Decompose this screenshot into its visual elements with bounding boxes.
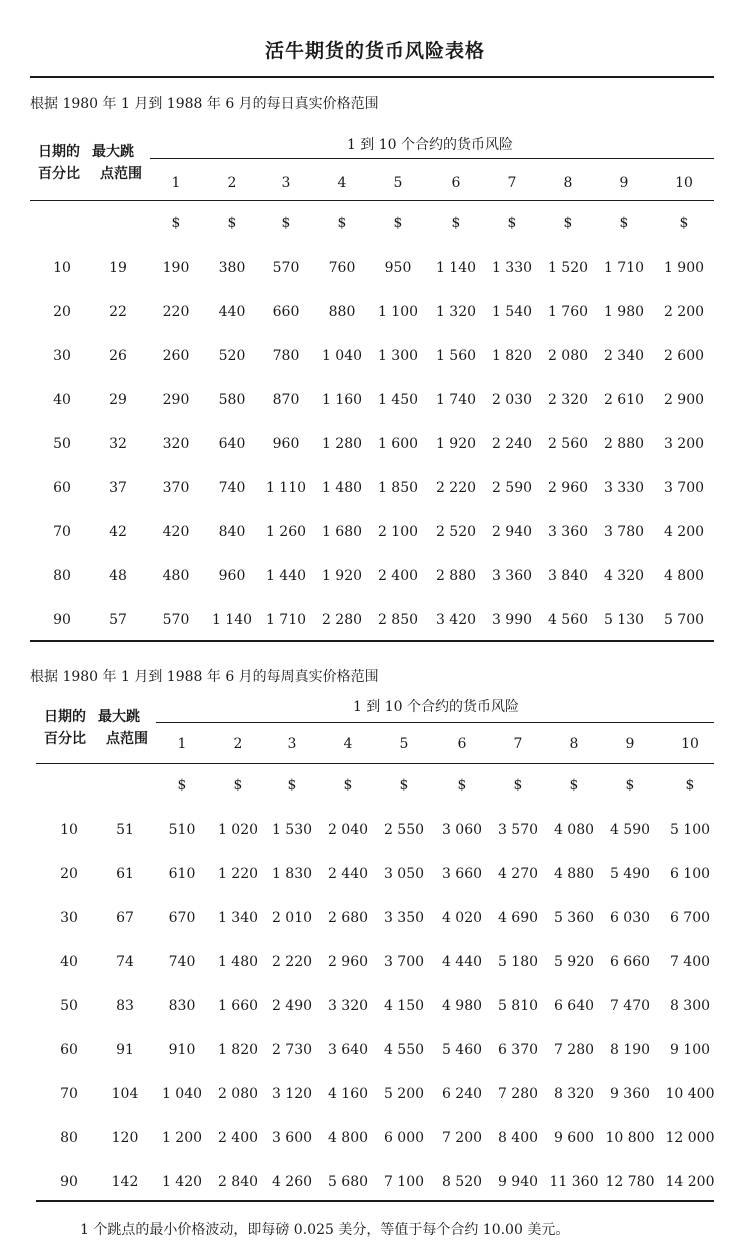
currency-symbol: $ (625, 777, 635, 793)
risk-value-cell: 3 420 (435, 612, 477, 628)
pct-cell: 40 (60, 954, 78, 970)
risk-value-cell: 6 660 (609, 954, 651, 970)
header-max-ticks-line1: 最大跳 (92, 144, 134, 160)
risk-value-cell: 3 330 (603, 480, 645, 496)
risk-value-cell: 1 110 (265, 480, 307, 496)
pct-cell: 10 (60, 822, 78, 838)
pct-cell: 50 (53, 436, 71, 452)
risk-value-cell: 4 270 (497, 866, 539, 882)
risk-value-cell: 3 320 (327, 998, 369, 1014)
pct-cell: 50 (60, 998, 78, 1014)
risk-value-cell: 1 420 (161, 1174, 203, 1190)
risk-value-cell: 1 820 (217, 1042, 259, 1058)
risk-value-cell: 8 400 (497, 1130, 539, 1146)
contract-number-header: 3 (281, 175, 291, 191)
risk-value-cell: 4 320 (603, 568, 645, 584)
risk-value-cell: 1 140 (211, 612, 253, 628)
currency-symbol: $ (171, 215, 181, 231)
contract-number-header: 8 (563, 175, 573, 191)
risk-value-cell: 960 (218, 568, 246, 584)
risk-value-cell: 580 (218, 392, 246, 408)
risk-value-cell: 1 660 (217, 998, 259, 1014)
risk-value-cell: 2 490 (271, 998, 313, 1014)
risk-value-cell: 3 840 (547, 568, 589, 584)
currency-symbol: $ (287, 777, 297, 793)
risk-value-cell: 2 100 (377, 524, 419, 540)
contract-number-header: 10 (681, 736, 699, 752)
risk-value-cell: 7 100 (383, 1174, 425, 1190)
risk-value-cell: 3 700 (663, 480, 705, 496)
risk-value-cell: 260 (162, 348, 190, 364)
pct-cell: 60 (60, 1042, 78, 1058)
risk-value-cell: 12 780 (605, 1174, 655, 1190)
contract-number-header: 1 (177, 736, 187, 752)
contract-number-header: 9 (625, 736, 635, 752)
currency-symbol: $ (679, 215, 689, 231)
header-rule (36, 763, 714, 764)
risk-value-cell: 9 600 (553, 1130, 595, 1146)
risk-value-cell: 4 800 (327, 1130, 369, 1146)
risk-value-cell: 960 (272, 436, 300, 452)
risk-value-cell: 1 540 (491, 304, 533, 320)
risk-value-cell: 380 (218, 260, 246, 276)
risk-value-cell: 5 680 (327, 1174, 369, 1190)
risk-value-cell: 370 (162, 480, 190, 496)
risk-value-cell: 1 480 (321, 480, 363, 496)
risk-value-cell: 2 880 (435, 568, 477, 584)
risk-value-cell: 910 (168, 1042, 196, 1058)
risk-value-cell: 1 200 (161, 1130, 203, 1146)
risk-value-cell: 1 040 (321, 348, 363, 364)
risk-value-cell: 2 080 (217, 1086, 259, 1102)
currency-symbol: $ (513, 777, 523, 793)
risk-value-cell: 510 (168, 822, 196, 838)
currency-symbol: $ (393, 215, 403, 231)
contract-number-header: 10 (675, 175, 693, 191)
risk-value-cell: 2 560 (547, 436, 589, 452)
risk-value-cell: 950 (384, 260, 412, 276)
risk-value-cell: 3 640 (327, 1042, 369, 1058)
risk-value-cell: 2 440 (327, 866, 369, 882)
contract-number-header: 5 (393, 175, 403, 191)
currency-symbol: $ (569, 777, 579, 793)
risk-value-cell: 4 800 (663, 568, 705, 584)
risk-value-cell: 1 220 (217, 866, 259, 882)
risk-value-cell: 2 680 (327, 910, 369, 926)
contract-number-header: 6 (451, 175, 461, 191)
risk-value-cell: 7 470 (609, 998, 651, 1014)
table-subtitle: 根据 1980 年 1 月到 1988 年 6 月的每日真实价格范围 (30, 96, 379, 112)
risk-value-cell: 5 920 (553, 954, 595, 970)
risk-value-cell: 1 680 (321, 524, 363, 540)
risk-value-cell: 440 (218, 304, 246, 320)
risk-value-cell: 4 880 (553, 866, 595, 882)
risk-value-cell: 8 320 (553, 1086, 595, 1102)
risk-value-cell: 640 (218, 436, 246, 452)
risk-value-cell: 2 030 (491, 392, 533, 408)
risk-value-cell: 1 530 (271, 822, 313, 838)
group-underline (156, 722, 714, 723)
risk-value-cell: 1 520 (547, 260, 589, 276)
risk-value-cell: 2 960 (327, 954, 369, 970)
risk-value-cell: 5 460 (441, 1042, 483, 1058)
risk-value-cell: 2 600 (663, 348, 705, 364)
risk-value-cell: 780 (272, 348, 300, 364)
max-ticks-cell: 74 (116, 954, 134, 970)
risk-value-cell: 1 820 (491, 348, 533, 364)
header-date-pct-line1: 日期的 (44, 709, 86, 725)
risk-value-cell: 1 480 (217, 954, 259, 970)
risk-value-cell: 1 450 (377, 392, 419, 408)
risk-value-cell: 5 180 (497, 954, 539, 970)
contract-number-header: 4 (343, 736, 353, 752)
risk-value-cell: 840 (218, 524, 246, 540)
currency-symbol: $ (227, 215, 237, 231)
risk-value-cell: 2 320 (547, 392, 589, 408)
risk-value-cell: 740 (218, 480, 246, 496)
risk-value-cell: 3 990 (491, 612, 533, 628)
header-max-ticks-line1: 最大跳 (98, 709, 140, 725)
risk-value-cell: 4 440 (441, 954, 483, 970)
risk-value-cell: 670 (168, 910, 196, 926)
risk-value-cell: 480 (162, 568, 190, 584)
risk-value-cell: 4 980 (441, 998, 483, 1014)
risk-value-cell: 10 400 (665, 1086, 715, 1102)
risk-value-cell: 190 (162, 260, 190, 276)
risk-value-cell: 4 160 (327, 1086, 369, 1102)
risk-value-cell: 610 (168, 866, 196, 882)
risk-value-cell: 3 570 (497, 822, 539, 838)
table-bottom-rule (30, 640, 714, 642)
risk-value-cell: 3 200 (663, 436, 705, 452)
contract-number-header: 7 (507, 175, 517, 191)
currency-symbol: $ (343, 777, 353, 793)
risk-value-cell: 420 (162, 524, 190, 540)
header-max-ticks-line2: 点范围 (100, 166, 142, 182)
risk-value-cell: 4 550 (383, 1042, 425, 1058)
risk-value-cell: 1 920 (435, 436, 477, 452)
risk-value-cell: 5 810 (497, 998, 539, 1014)
risk-value-cell: 6 100 (669, 866, 711, 882)
risk-value-cell: 2 280 (321, 612, 363, 628)
risk-value-cell: 1 140 (435, 260, 477, 276)
risk-value-cell: 2 520 (435, 524, 477, 540)
currency-symbol: $ (399, 777, 409, 793)
risk-value-cell: 9 360 (609, 1086, 651, 1102)
risk-value-cell: 1 760 (547, 304, 589, 320)
risk-value-cell: 2 240 (491, 436, 533, 452)
risk-value-cell: 6 240 (441, 1086, 483, 1102)
max-ticks-cell: 19 (109, 260, 127, 276)
risk-value-cell: 4 200 (663, 524, 705, 540)
header-rule (30, 200, 714, 201)
risk-value-cell: 5 200 (383, 1086, 425, 1102)
contract-number-header: 3 (287, 736, 297, 752)
risk-value-cell: 740 (168, 954, 196, 970)
table-bottom-rule (36, 1200, 714, 1202)
risk-value-cell: 1 600 (377, 436, 419, 452)
risk-value-cell: 3 360 (491, 568, 533, 584)
max-ticks-cell: 26 (109, 348, 127, 364)
risk-value-cell: 9 100 (669, 1042, 711, 1058)
risk-value-cell: 4 260 (271, 1174, 313, 1190)
risk-value-cell: 1 710 (603, 260, 645, 276)
risk-value-cell: 570 (162, 612, 190, 628)
currency-symbol: $ (233, 777, 243, 793)
currency-symbol: $ (507, 215, 517, 231)
header-max-ticks-line2: 点范围 (106, 731, 148, 747)
header-date-pct-line2: 百分比 (44, 731, 86, 747)
risk-value-cell: 570 (272, 260, 300, 276)
risk-value-cell: 5 130 (603, 612, 645, 628)
pct-cell: 70 (60, 1086, 78, 1102)
risk-value-cell: 1 040 (161, 1086, 203, 1102)
risk-value-cell: 2 010 (271, 910, 313, 926)
pct-cell: 80 (60, 1130, 78, 1146)
risk-value-cell: 12 000 (665, 1130, 715, 1146)
risk-value-cell: 6 000 (383, 1130, 425, 1146)
risk-value-cell: 3 120 (271, 1086, 313, 1102)
risk-value-cell: 8 190 (609, 1042, 651, 1058)
risk-value-cell: 760 (328, 260, 356, 276)
risk-value-cell: 1 830 (271, 866, 313, 882)
pct-cell: 30 (60, 910, 78, 926)
page-title: 活牛期货的货币风险表格 (264, 40, 485, 62)
risk-value-cell: 5 100 (669, 822, 711, 838)
risk-value-cell: 1 920 (321, 568, 363, 584)
risk-value-cell: 2 200 (663, 304, 705, 320)
currency-symbol: $ (685, 777, 695, 793)
contract-number-header: 6 (457, 736, 467, 752)
table-subtitle: 根据 1980 年 1 月到 1988 年 6 月的每周真实价格范围 (30, 669, 379, 685)
risk-value-cell: 2 340 (603, 348, 645, 364)
risk-value-cell: 3 780 (603, 524, 645, 540)
risk-value-cell: 4 590 (609, 822, 651, 838)
max-ticks-cell: 104 (111, 1086, 139, 1102)
pct-cell: 10 (53, 260, 71, 276)
risk-value-cell: 2 880 (603, 436, 645, 452)
risk-value-cell: 14 200 (665, 1174, 715, 1190)
currency-symbol: $ (281, 215, 291, 231)
risk-value-cell: 2 730 (271, 1042, 313, 1058)
risk-value-cell: 2 850 (377, 612, 419, 628)
risk-value-cell: 4 150 (383, 998, 425, 1014)
max-ticks-cell: 142 (111, 1174, 139, 1190)
header-date-pct-line2: 百分比 (38, 166, 80, 182)
risk-value-cell: 1 850 (377, 480, 419, 496)
contract-number-header: 2 (233, 736, 243, 752)
risk-value-cell: 3 600 (271, 1130, 313, 1146)
risk-value-cell: 3 350 (383, 910, 425, 926)
max-ticks-cell: 57 (109, 612, 127, 628)
risk-value-cell: 520 (218, 348, 246, 364)
risk-value-cell: 6 370 (497, 1042, 539, 1058)
risk-value-cell: 11 360 (549, 1174, 599, 1190)
contract-number-header: 5 (399, 736, 409, 752)
risk-value-cell: 1 560 (435, 348, 477, 364)
risk-value-cell: 1 900 (663, 260, 705, 276)
currency-symbol: $ (457, 777, 467, 793)
risk-value-cell: 2 080 (547, 348, 589, 364)
risk-value-cell: 320 (162, 436, 190, 452)
risk-value-cell: 1 440 (265, 568, 307, 584)
risk-value-cell: 1 160 (321, 392, 363, 408)
risk-value-cell: 2 220 (435, 480, 477, 496)
risk-value-cell: 1 340 (217, 910, 259, 926)
risk-value-cell: 870 (272, 392, 300, 408)
currency-symbol: $ (451, 215, 461, 231)
risk-value-cell: 1 980 (603, 304, 645, 320)
risk-value-cell: 660 (272, 304, 300, 320)
contract-number-header: 2 (227, 175, 237, 191)
currency-symbol: $ (619, 215, 629, 231)
risk-value-cell: 3 700 (383, 954, 425, 970)
risk-value-cell: 220 (162, 304, 190, 320)
max-ticks-cell: 120 (111, 1130, 139, 1146)
header-group-title: 1 到 10 个合约的货币风险 (346, 137, 514, 153)
risk-value-cell: 3 060 (441, 822, 483, 838)
currency-symbol: $ (563, 215, 573, 231)
pct-cell: 30 (53, 348, 71, 364)
max-ticks-cell: 42 (109, 524, 127, 540)
risk-value-cell: 2 040 (327, 822, 369, 838)
risk-value-cell: 3 050 (383, 866, 425, 882)
risk-value-cell: 5 700 (663, 612, 705, 628)
max-ticks-cell: 29 (109, 392, 127, 408)
risk-value-cell: 2 940 (491, 524, 533, 540)
risk-value-cell: 1 710 (265, 612, 307, 628)
risk-value-cell: 6 700 (669, 910, 711, 926)
risk-value-cell: 4 020 (441, 910, 483, 926)
risk-value-cell: 1 330 (491, 260, 533, 276)
pct-cell: 90 (60, 1174, 78, 1190)
risk-value-cell: 8 300 (669, 998, 711, 1014)
risk-value-cell: 4 560 (547, 612, 589, 628)
risk-value-cell: 8 520 (441, 1174, 483, 1190)
risk-value-cell: 1 280 (321, 436, 363, 452)
contract-number-header: 9 (619, 175, 629, 191)
risk-value-cell: 2 960 (547, 480, 589, 496)
risk-value-cell: 830 (168, 998, 196, 1014)
contract-number-header: 7 (513, 736, 523, 752)
max-ticks-cell: 48 (109, 568, 127, 584)
title-rule (30, 76, 714, 78)
pct-cell: 70 (53, 524, 71, 540)
risk-value-cell: 1 260 (265, 524, 307, 540)
risk-value-cell: 2 840 (217, 1174, 259, 1190)
risk-value-cell: 7 280 (497, 1086, 539, 1102)
header-group-title: 1 到 10 个合约的货币风险 (352, 699, 520, 715)
pct-cell: 40 (53, 392, 71, 408)
risk-value-cell: 1 740 (435, 392, 477, 408)
risk-value-cell: 7 280 (553, 1042, 595, 1058)
max-ticks-cell: 91 (116, 1042, 134, 1058)
risk-value-cell: 5 490 (609, 866, 651, 882)
pct-cell: 60 (53, 480, 71, 496)
risk-value-cell: 7 400 (669, 954, 711, 970)
risk-value-cell: 2 610 (603, 392, 645, 408)
currency-symbol: $ (337, 215, 347, 231)
risk-value-cell: 3 660 (441, 866, 483, 882)
header-date-pct-line1: 日期的 (38, 144, 80, 160)
pct-cell: 90 (53, 612, 71, 628)
risk-value-cell: 6 030 (609, 910, 651, 926)
max-ticks-cell: 51 (116, 822, 134, 838)
risk-value-cell: 1 020 (217, 822, 259, 838)
pct-cell: 20 (60, 866, 78, 882)
contract-number-header: 1 (171, 175, 181, 191)
risk-value-cell: 2 400 (377, 568, 419, 584)
max-ticks-cell: 61 (116, 866, 134, 882)
risk-value-cell: 2 220 (271, 954, 313, 970)
risk-value-cell: 5 360 (553, 910, 595, 926)
max-ticks-cell: 32 (109, 436, 127, 452)
risk-value-cell: 4 080 (553, 822, 595, 838)
max-ticks-cell: 22 (109, 304, 127, 320)
contract-number-header: 4 (337, 175, 347, 191)
group-underline (150, 158, 714, 159)
risk-value-cell: 1 320 (435, 304, 477, 320)
footnote: 1 个跳点的最小价格波动，即每磅 0.025 美分，等值于每个合约 10.00 美元。 (80, 1222, 570, 1238)
risk-value-cell: 10 800 (605, 1130, 655, 1146)
risk-value-cell: 2 900 (663, 392, 705, 408)
risk-value-cell: 880 (328, 304, 356, 320)
pct-cell: 20 (53, 304, 71, 320)
risk-value-cell: 2 590 (491, 480, 533, 496)
risk-value-cell: 3 360 (547, 524, 589, 540)
risk-value-cell: 1 300 (377, 348, 419, 364)
risk-value-cell: 2 550 (383, 822, 425, 838)
pct-cell: 80 (53, 568, 71, 584)
risk-value-cell: 4 690 (497, 910, 539, 926)
risk-value-cell: 2 400 (217, 1130, 259, 1146)
max-ticks-cell: 67 (116, 910, 134, 926)
contract-number-header: 8 (569, 736, 579, 752)
risk-value-cell: 6 640 (553, 998, 595, 1014)
risk-value-cell: 1 100 (377, 304, 419, 320)
max-ticks-cell: 83 (116, 998, 134, 1014)
risk-value-cell: 290 (162, 392, 190, 408)
risk-value-cell: 7 200 (441, 1130, 483, 1146)
max-ticks-cell: 37 (109, 480, 127, 496)
currency-symbol: $ (177, 777, 187, 793)
risk-value-cell: 9 940 (497, 1174, 539, 1190)
